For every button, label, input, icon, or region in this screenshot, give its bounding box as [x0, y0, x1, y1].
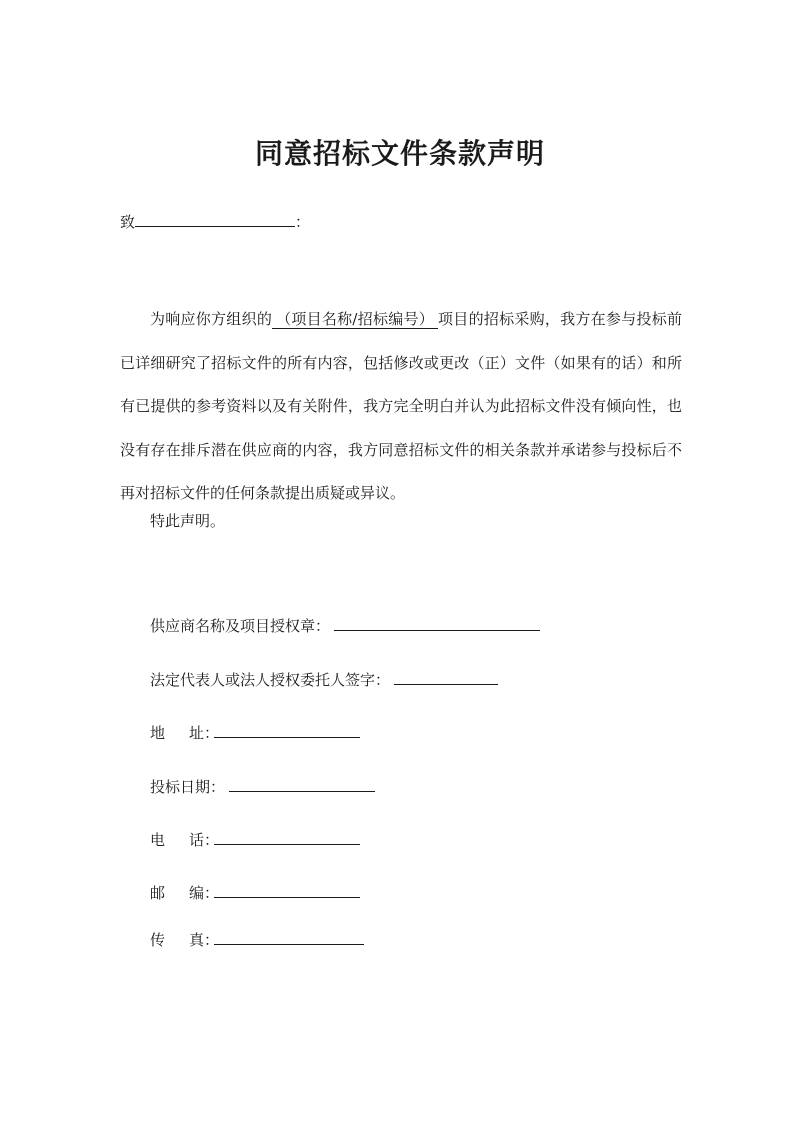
address-blank[interactable] [214, 722, 360, 738]
fax-label-char-1: 传 [150, 931, 166, 949]
supplier-label: 供应商名称及项目授权章： [150, 617, 331, 635]
supplier-blank[interactable] [334, 615, 540, 631]
postcode-label [150, 882, 220, 903]
address-label-char-2: 址： [189, 724, 220, 742]
recipient-suffix: ： [295, 213, 311, 231]
legal-rep-field [150, 669, 498, 690]
fax-label-char-2: 真： [189, 931, 220, 949]
closing-statement: 特此声明。 [150, 512, 226, 530]
postcode-field [150, 882, 360, 903]
legal-rep-label: 法定代表人或法人授权委托人签字： [150, 671, 391, 689]
fax-field [150, 929, 364, 950]
body-part-1: 为响应你方组织的 [150, 310, 273, 328]
body-part-2: 项目的招标采购，我方在参与投标前已详细研究了招标文件的所有内容，包括修改或更改（正）文件（如果有的话）和所有已提供的参考资料以及有关附件，我方完全明白并认为此招标文件没有倾向性，也没有存在排斥潜在供应商的内容，我方同意招标文件的相关条款并承诺参与投标后不再对招标文件的任何条款提出质疑或异议。 [120, 310, 682, 502]
postcode-label-char-1: 邮 [150, 884, 166, 902]
address-label-char-1: 地 [150, 724, 166, 742]
bid-date-field [150, 776, 375, 797]
statement-body [120, 298, 682, 516]
fax-blank[interactable] [214, 929, 364, 945]
supplier-field [150, 615, 540, 636]
postcode-label-char-2: 编： [189, 884, 220, 902]
phone-label [150, 829, 220, 850]
phone-label-char-2: 话： [189, 831, 220, 849]
bid-date-label: 投标日期： [150, 778, 226, 796]
phone-blank[interactable] [214, 829, 360, 845]
phone-field [150, 829, 360, 850]
recipient-prefix: 致 [120, 213, 136, 231]
bid-date-blank[interactable] [229, 776, 375, 792]
fax-label [150, 929, 220, 950]
recipient-line [120, 211, 310, 232]
address-field [150, 722, 360, 743]
legal-rep-blank[interactable] [394, 669, 498, 685]
phone-label-char-1: 电 [150, 831, 166, 849]
recipient-blank[interactable] [135, 211, 295, 227]
postcode-blank[interactable] [214, 882, 360, 898]
project-name-placeholder[interactable]: （项目名称/招标编号） [272, 310, 438, 329]
address-label [150, 722, 220, 743]
page-title: 同意招标文件条款声明 [254, 137, 545, 170]
